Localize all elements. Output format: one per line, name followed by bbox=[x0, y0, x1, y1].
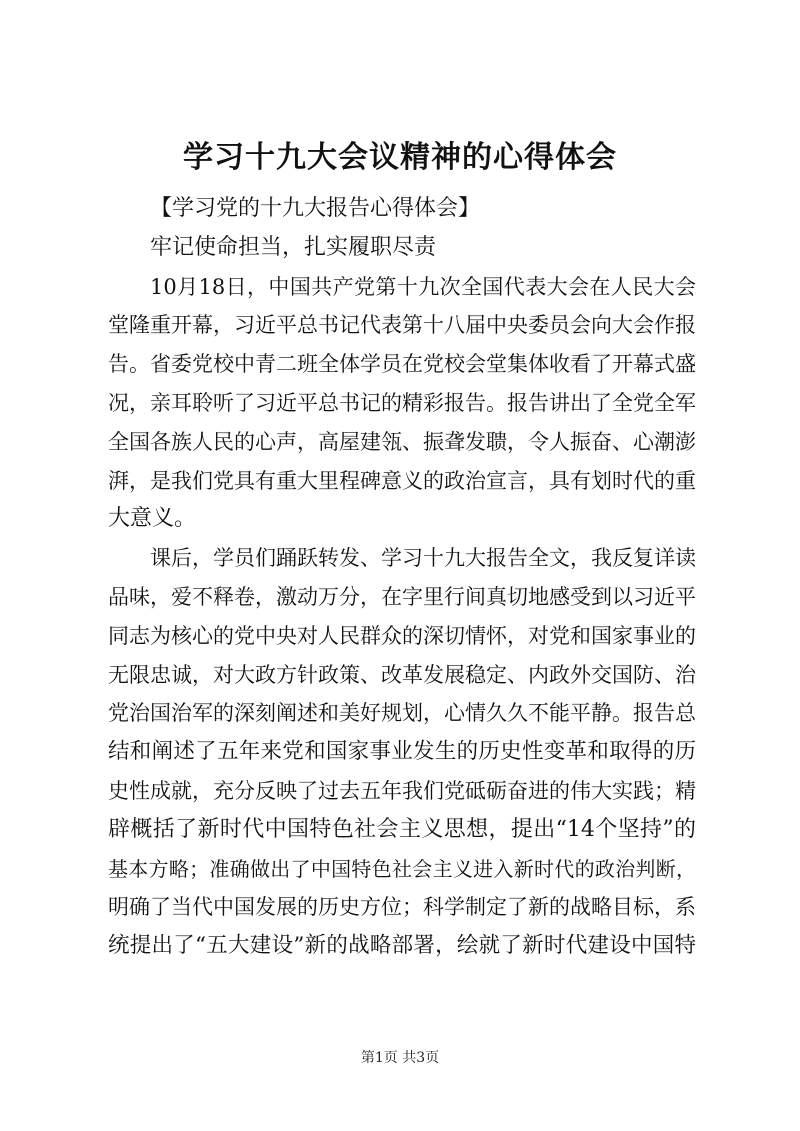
paragraph-2-line: 史性成就，充分反映了过去五年我们党砥砺奋进的伟大实践；精 bbox=[108, 778, 696, 803]
paragraph-1-line: 告。省委党校中青二班全体学员在党校会堂集体收看了开幕式盛 bbox=[108, 352, 696, 377]
paragraph-1-line: 大意义。 bbox=[108, 506, 197, 532]
document-body bbox=[108, 190, 696, 966]
paragraph-2-line: 品味，爱不释卷，激动万分，在字里行间真切地感受到以习近平 bbox=[108, 584, 696, 609]
paragraph-2-line: 课后，学员们踊跃转发、学习十九大报告全文，我反复详读 bbox=[150, 546, 696, 571]
page-number-footer: 第1页 共3页 bbox=[360, 1050, 440, 1066]
paragraph-2-line: 同志为核心的党中央对人民群众的深切情怀，对党和国家事业的 bbox=[108, 623, 696, 648]
paragraph-1-line: 堂隆重开幕，习近平总书记代表第十八届中央委员会向大会作报 bbox=[108, 313, 696, 338]
document-title: 学习十九大会议精神的心得体会 bbox=[183, 140, 617, 175]
paragraph-2-line: 明确了当代中国发展的历史方位；科学制定了新的战略目标，系 bbox=[108, 895, 696, 920]
paragraph-2-line: 结和阐述了五年来党和国家事业发生的历史性变革和取得的历 bbox=[108, 739, 696, 765]
paragraph-1-line: 况，亲耳聆听了习近平总书记的精彩报告。报告讲出了全党全军 bbox=[108, 390, 696, 415]
paragraph-2-line: 辟概括了新时代中国特色社会主义思想，提出“14个坚持”的 bbox=[108, 816, 696, 842]
subtitle-line: 【学习党的十九大报告心得体会】 bbox=[150, 196, 481, 221]
paragraph-2-line: 基本方略；准确做出了中国特色社会主义进入新时代的政治判断， bbox=[108, 856, 696, 881]
paragraph-2-line: 党治国治军的深刻阐述和美好规划，心情久久不能平静。报告总 bbox=[108, 701, 696, 726]
paragraph-2-line: 统提出了“五大建设”新的战略部署，绘就了新时代建设中国特 bbox=[108, 933, 696, 959]
paragraph-1-line: 10月18日，中国共产党第十九次全国代表大会在人民大会 bbox=[150, 274, 696, 299]
paragraph-1-line: 湃，是我们党具有重大里程碑意义的政治宣言，具有划时代的重 bbox=[108, 468, 696, 493]
subheading-line: 牢记使命担当，扎实履职尽责 bbox=[150, 234, 437, 260]
paragraph-1-line: 全国各族人民的心声，高屋建瓴、振聋发聩，令人振奋、心潮澎 bbox=[108, 429, 696, 454]
paragraph-2-line: 无限忠诚，对大政方针政策、改革发展稳定、内政外交国防、治 bbox=[108, 662, 696, 687]
